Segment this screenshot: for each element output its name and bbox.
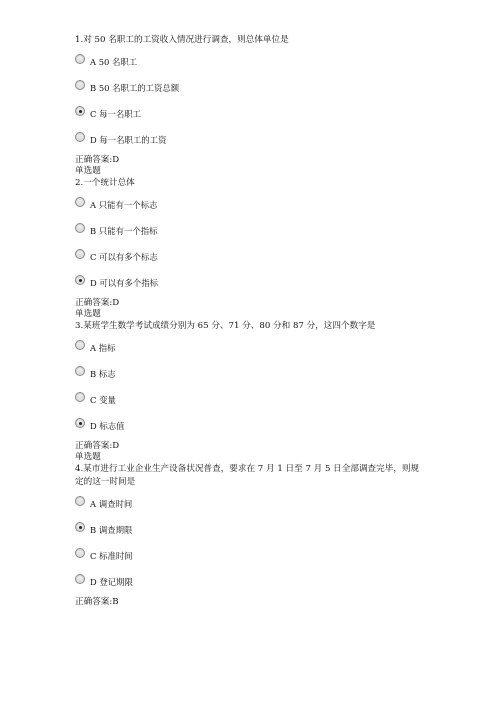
- question-type: 单选题: [75, 452, 101, 462]
- question-4-answer: 正确答案:B: [75, 597, 119, 607]
- question-1-option-c[interactable]: [75, 99, 435, 125]
- option-label: D 每一名职工的工资: [90, 135, 167, 145]
- radio-checked-icon[interactable]: [75, 418, 85, 428]
- option-label: A 调查时间: [90, 499, 133, 509]
- question-2-option-c[interactable]: [75, 242, 435, 268]
- question-1-answer: 正确答案:D: [75, 155, 120, 165]
- radio-checked-icon[interactable]: [75, 106, 85, 116]
- option-label: B 调查期限: [90, 525, 133, 535]
- radio-unchecked-icon[interactable]: [75, 548, 85, 558]
- question-3-option-d[interactable]: [75, 411, 435, 437]
- radio-unchecked-icon[interactable]: [75, 80, 85, 90]
- option-label: A 指标: [90, 343, 116, 353]
- option-label: A 只能有一个标志: [90, 200, 158, 210]
- option-label: B 标志: [90, 369, 116, 379]
- question-2-option-d[interactable]: [75, 268, 435, 294]
- option-label: B 50 名职工的工资总额: [90, 83, 180, 93]
- question-3-option-a[interactable]: [75, 333, 435, 359]
- radio-unchecked-icon[interactable]: [75, 496, 85, 506]
- radio-unchecked-icon[interactable]: [75, 249, 85, 259]
- option-label: C 变量: [90, 395, 116, 405]
- radio-unchecked-icon[interactable]: [75, 574, 85, 584]
- radio-checked-icon[interactable]: [75, 522, 85, 532]
- question-type: 单选题: [75, 166, 101, 176]
- question-2-option-b[interactable]: [75, 216, 435, 242]
- question-1-option-b[interactable]: [75, 73, 435, 99]
- question-3-stem: 3.某班学生数学考试成绩分别为 65 分、71 分、80 分和 87 分，这四个数字是: [75, 321, 376, 331]
- option-label: C 标准时间: [90, 551, 133, 561]
- option-label: D 标志值: [90, 421, 125, 431]
- quiz-page: [75, 34, 435, 608]
- radio-unchecked-icon[interactable]: [75, 340, 85, 350]
- question-2-answer: 正确答案:D: [75, 298, 120, 308]
- question-3-option-b[interactable]: [75, 359, 435, 385]
- option-label: B 只能有一个指标: [90, 226, 158, 236]
- question-1-option-d[interactable]: [75, 125, 435, 151]
- question-1-stem: 1.对 50 名职工的工资收入情况进行调查，则总体单位是: [75, 35, 289, 45]
- radio-checked-icon[interactable]: [75, 275, 85, 285]
- radio-unchecked-icon[interactable]: [75, 132, 85, 142]
- question-4-option-d[interactable]: [75, 567, 435, 593]
- question-3-answer: 正确答案:D: [75, 441, 120, 451]
- question-2-option-a[interactable]: [75, 190, 435, 216]
- radio-unchecked-icon[interactable]: [75, 197, 85, 207]
- radio-unchecked-icon[interactable]: [75, 392, 85, 402]
- radio-unchecked-icon[interactable]: [75, 366, 85, 376]
- option-label: C 可以有多个标志: [90, 252, 158, 262]
- radio-unchecked-icon[interactable]: [75, 223, 85, 233]
- question-3-option-c[interactable]: [75, 385, 435, 411]
- option-label: D 登记期限: [90, 577, 133, 587]
- question-4-option-c[interactable]: [75, 541, 435, 567]
- question-type: 单选题: [75, 309, 101, 319]
- question-4-stem: 4.某市进行工业企业生产设备状况普查，要求在 7 月 1 日至 7 月 5 日全部调查完毕，则规定的这一时间是: [75, 464, 420, 487]
- option-label: A 50 名职工: [90, 57, 138, 67]
- question-4-option-a[interactable]: [75, 489, 435, 515]
- option-label: D 可以有多个指标: [90, 278, 159, 288]
- question-4-option-b[interactable]: [75, 515, 435, 541]
- question-2-stem: 2.一个统计总体: [75, 178, 135, 188]
- radio-unchecked-icon[interactable]: [75, 54, 85, 64]
- question-1-option-a[interactable]: [75, 47, 435, 73]
- option-label: C 每一名职工: [90, 109, 141, 119]
